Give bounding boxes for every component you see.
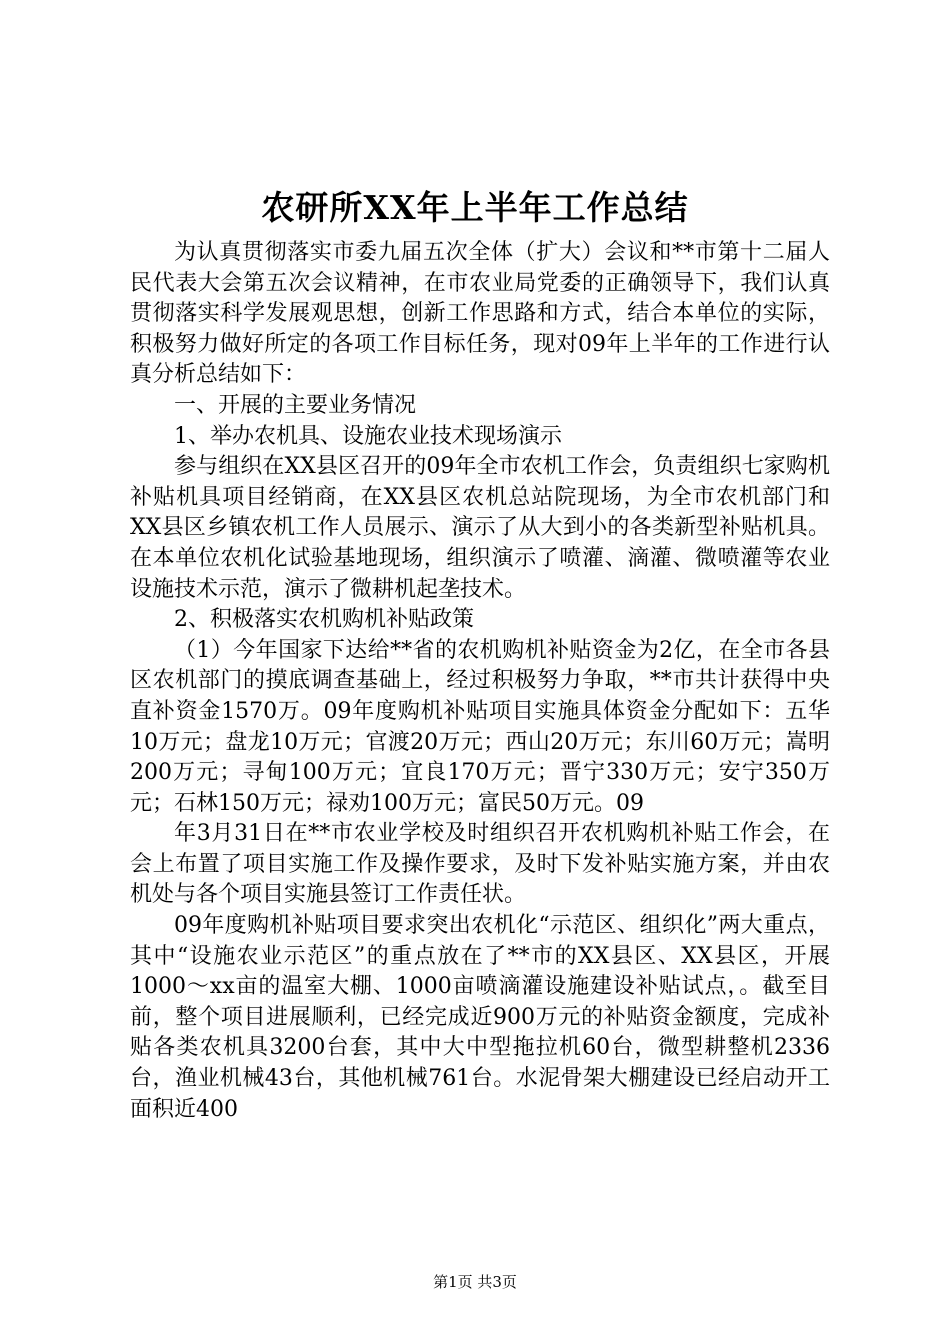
paragraph-subsidy-meeting: 年3月31日在**市农业学校及时组织召开农机购机补贴工作会，在会上布置了项目实施工作及操作要求，及时下发补贴实施方案，并由农机处与各个项目实施县签订工作责任状。 [130, 821, 830, 908]
paragraph-intro: 为认真贯彻落实市委九届五次全体（扩大）会议和**市第十二届人民代表大会第五次会议精神，在市农业局党委的正确领导下，我们认真贯彻落实科学发展观思想，创新工作思路和方式，结合本单位的实际，积极努力做好所定的各项工作目标任务，现对09年上半年的工作进行认真分析总结如下： [130, 240, 830, 388]
section-heading-1: 一、开展的主要业务情况 [174, 392, 417, 418]
document-title: 农研所XX年上半年工作总结 [261, 188, 689, 227]
subsection-heading-2: 2、积极落实农机购机补贴政策 [174, 607, 474, 633]
paragraph-subsidy-progress: 09年度购机补贴项目要求突出农机化“示范区、组织化”两大重点，其中“设施农业示范区”的重点放在了**市的XX县区、XX县区，开展1000～xx亩的温室大棚、1000亩喷滴灌设施建设补贴试点，。截至目前，整个项目进展顺利，已经完成近900万元的补贴资金额度，完成补贴各类农机具3200台套，其中大中型拖拉机60台，微型耕整机2336台，渔业机械43台，其他机械761台。水泥骨架大棚建设已经启动开工面积近400 [130, 913, 830, 1122]
page-footer: 第1页 共3页 [433, 1273, 517, 1291]
document-body [130, 238, 830, 1125]
subsection-heading-1: 1、举办农机具、设施农业技术现场演示 [174, 423, 562, 449]
paragraph-subsidy-allocation: （1）今年国家下达给**省的农机购机补贴资金为2亿，在全市各县区农机部门的摸底调查基础上，经过积极努力争取，**市共计获得中央直补资金1570万。09年度购机补贴项目实施具体资金分配如下：五华10万元；盘龙10万元；官渡20万元；西山20万元；东川60万元；嵩明200万元；寻甸100万元；宜良170万元；晋宁330万元；安宁350万元；石林150万元；禄劝100万元；富民50万元。09 [130, 637, 830, 816]
paragraph-demonstration: 参与组织在XX县区召开的09年全市农机工作会，负责组织七家购机补贴机具项目经销商，在XX县区农机总站院现场，为全市农机部门和XX县区乡镇农机工作人员展示、演示了从大到小的各类新型补贴机具。在本单位农机化试验基地现场，组织演示了喷灌、滴灌、微喷灌等农业设施技术示范，演示了微耕机起垄技术。 [130, 454, 830, 602]
